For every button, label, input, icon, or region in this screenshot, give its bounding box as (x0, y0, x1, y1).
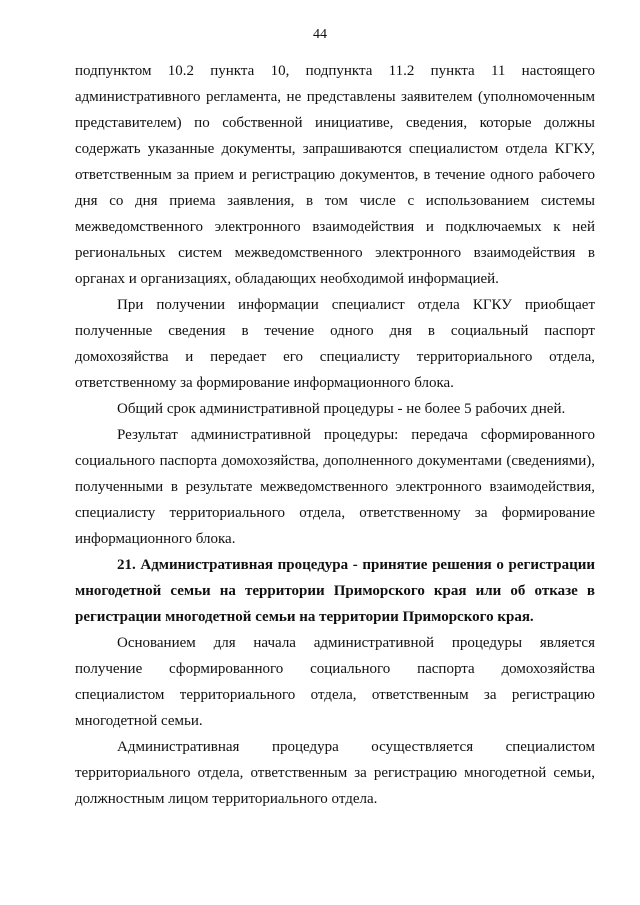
document-body (75, 58, 595, 812)
paragraph-procedure-result: Результат административной процедуры: передача сформированного социального паспорта домохозяйства, дополненного документами (сведениями), полученными в результате межведомственного электронного взаимодействия, специалисту территориального отдела, ответственному за формирование информационного блока. (75, 427, 595, 547)
page-number: 44 (313, 27, 327, 42)
paragraph-procedure-executor: Административная процедура осуществляется специалистом территориального отдела, ответственным за регистрацию многодетной семьи, должностным лицом территориального отдела. (75, 739, 595, 807)
section-heading-21: 21. Административная процедура - принятие решения о регистрации многодетной семьи на территории Приморского края или об отказе в регистрации многодетной семьи на территории Приморского края. (75, 557, 595, 625)
paragraph-information-received: При получении информации специалист отдела КГКУ приобщает полученные сведения в течение одного дня в социальный паспорт домохозяйства и передает его специалисту территориального отдела, ответственному за формирование информационного блока. (75, 297, 595, 391)
paragraph-continuation: подпунктом 10.2 пункта 10, подпункта 11.2 пункта 11 настоящего административного регламента, не представлены заявителем (уполномоченным представителем) по собственной инициативе, сведения, которые должны содержать указанные документы, запрашиваются специалистом отдела КГКУ, ответственным за прием и регистрацию документов, в течение одного рабочего дня со дня приема заявления, в том числе с использованием системы межведомственного электронного взаимодействия и подключаемых к ней региональных систем межведомственного электронного взаимодействия в органах и организациях, обладающих необходимой информацией. (75, 63, 595, 287)
paragraph-procedure-basis: Основанием для начала административной процедуры является получение сформированного социального паспорта домохозяйства специалистом территориального отдела, ответственным за регистрацию многодетной семьи. (75, 635, 595, 729)
paragraph-total-term: Общий срок административной процедуры - не более 5 рабочих дней. (117, 401, 566, 417)
